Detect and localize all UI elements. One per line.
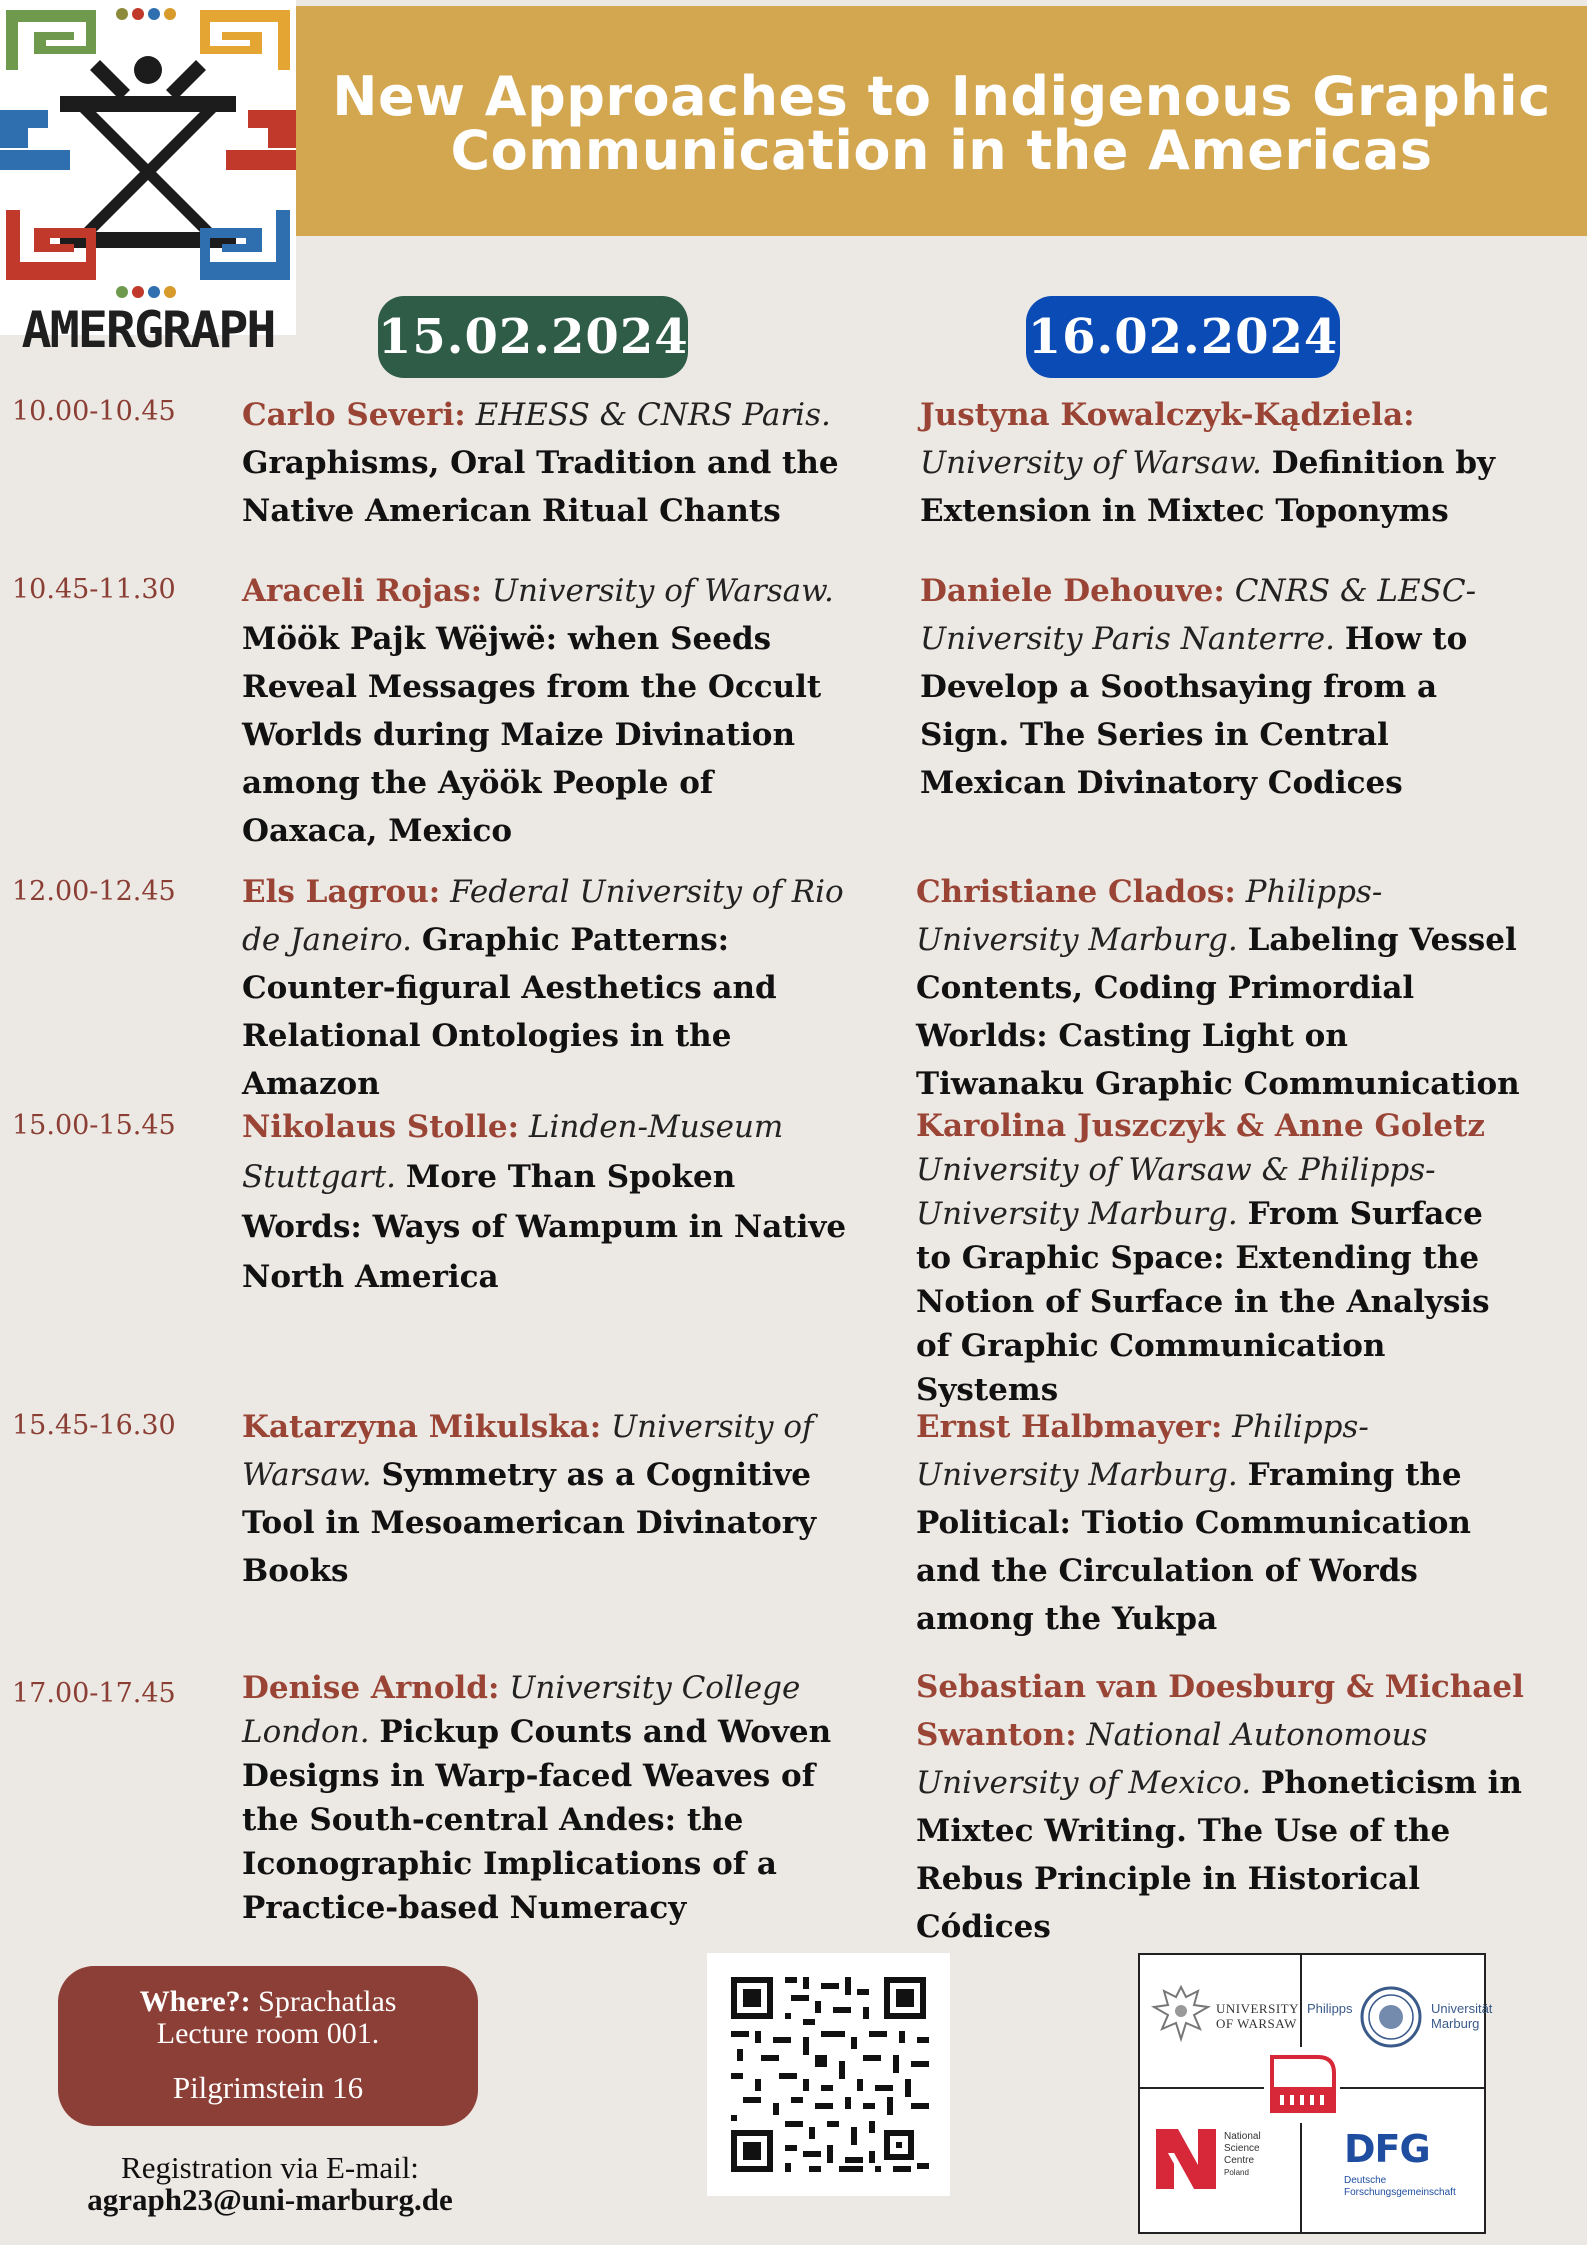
speaker-name: Ernst Halbmayer: (916, 1409, 1223, 1445)
speaker-affiliation: Philipps-University Marburg. (916, 1409, 1369, 1493)
speaker-name: Carlo Severi: (242, 397, 466, 433)
speaker-name: Daniele Dehouve: (920, 573, 1225, 609)
talk-entry (242, 391, 852, 535)
talk-title: More Than Spoken Words: Ways of Wampum in Native North America (242, 1159, 847, 1295)
talk-title: Symmetry as a Cognitive Tool in Mesoamerican Divinatory Books (242, 1457, 817, 1589)
speaker-name: Denise Arnold: (242, 1670, 500, 1706)
talk-title: From Surface to Graphic Space: Extending the Notion of Surface in the Analysis of Graphic Communication Systems (916, 1196, 1490, 1408)
talk-entry (916, 1104, 1526, 1412)
qr-code-icon (707, 1953, 950, 2196)
talk-entry (242, 1666, 852, 1930)
title-line-1: New Approaches to Indigenous Graphic (332, 65, 1551, 128)
marburg-seal-icon (1359, 1985, 1423, 2049)
date-day1: 15.02.2024 (378, 296, 688, 378)
where-label: Where?: (139, 1985, 251, 2018)
talk-entry (916, 1403, 1526, 1643)
time-slot: 15.45-16.30 (12, 1410, 176, 1441)
speaker-affiliation: Linden-Museum Stuttgart. (242, 1109, 784, 1195)
ncn-line4: Poland (1224, 2168, 1249, 2177)
talk-entry (916, 1663, 1526, 1951)
talk-title: Phoneticism in Mixtec Writing. The Use of the Rebus Principle in Historical Códices (916, 1765, 1522, 1945)
where-place: Sprachatlas (258, 1985, 397, 2018)
speaker-name: Araceli Rojas: (242, 573, 483, 609)
speaker-name: Sebastian van Doesburg & Michael Swanton: (916, 1669, 1524, 1753)
talk-entry (916, 868, 1526, 1108)
talk-title: Graphisms, Oral Tradition and the Native American Ritual Chants (242, 445, 839, 529)
speaker-affiliation: CNRS & LESC-University Paris Nanterre. (920, 573, 1477, 657)
talk-entry (920, 391, 1520, 535)
speaker-affiliation: University College London. (242, 1670, 801, 1750)
marburg-university-logo (1303, 1977, 1493, 2057)
dfg-mark: DFG (1344, 2127, 1430, 2171)
um-right2: Marburg (1431, 2016, 1480, 2031)
talk-entry (920, 567, 1520, 807)
talk-title: Graphic Patterns: Counter-figural Aesthetics and Relational Ontologies in the Amazon (242, 922, 777, 1102)
speaker-affiliation: University of Warsaw. (920, 445, 1262, 481)
speaker-name: Katarzyna Mikulska: (242, 1409, 602, 1445)
eagle-emblem-icon (1148, 1979, 1214, 2049)
venue-box (58, 1966, 478, 2126)
where-room: Lecture room 001. (156, 2017, 380, 2050)
uw-line2: OF WARSAW (1216, 2016, 1297, 2031)
amergraph-emblem-icon (0, 0, 296, 300)
speaker-affiliation: Federal University of Rio de Janeiro. (242, 874, 844, 958)
talk-title: Definition by Extension in Mixtec Toponyms (920, 445, 1496, 529)
speaker-affiliation: University of Warsaw. (242, 1409, 814, 1493)
piano-logo-icon (1264, 2047, 1340, 2123)
talk-title: Labeling Vessel Contents, Coding Primordial Worlds: Casting Light on Tiwanaku Graphic Communication (916, 922, 1520, 1102)
registration-email[interactable]: agraph23@uni-marburg.de (87, 2182, 453, 2217)
where-address: Pilgrimstein 16 (172, 2070, 364, 2105)
speaker-name: Karolina Juszczyk & Anne Goletz (916, 1108, 1486, 1144)
dfg-sub1: Deutsche (1344, 2175, 1387, 2186)
talk-title: Möök Pajk Wëjwë: when Seeds Reveal Messages from the Occult Worlds during Maize Divination among the Ayöök People of Oaxaca, Mexico (242, 621, 822, 849)
time-slot: 15.00-15.45 (12, 1110, 176, 1141)
speaker-name: Els Lagrou: (242, 874, 441, 910)
logo-text: AMERGRAPH (21, 301, 275, 359)
ncn-line1: National (1224, 2131, 1261, 2142)
ncn-line2: Science (1224, 2143, 1260, 2154)
uw-line1: UNIVERSITY (1216, 2001, 1299, 2016)
speaker-affiliation: National Autonomous University of Mexico. (916, 1717, 1428, 1801)
speaker-name: Christiane Clados: (916, 874, 1236, 910)
date-day2: 16.02.2024 (1026, 296, 1340, 378)
time-slot: 12.00-12.45 (12, 876, 176, 907)
speaker-affiliation: Philipps-University Marburg. (916, 874, 1383, 958)
page-title (296, 65, 1587, 182)
um-right1: Universität (1431, 2001, 1493, 2016)
qr-code[interactable] (707, 1953, 950, 2196)
time-slot: 10.00-10.45 (12, 396, 176, 427)
talk-title: Pickup Counts and Woven Designs in Warp-faced Weaves of the South-central Andes: the Iconographic Implications of a Practice-based Numeracy (242, 1714, 832, 1926)
speaker-affiliation: University of Warsaw & Philipps-University Marburg. (916, 1152, 1436, 1232)
speaker-name: Justyna Kowalczyk-Kądziela: (920, 397, 1415, 433)
amergraph-logo (0, 0, 296, 359)
ncn-mark-icon (1154, 2125, 1218, 2191)
speaker-affiliation: EHESS & CNRS Paris. (475, 397, 831, 433)
time-slot: 17.00-17.45 (12, 1678, 176, 1709)
talk-title: Framing the Political: Tiotio Communication and the Circulation of Words among the Yukpa (916, 1457, 1471, 1637)
dfg-sub2: Forschungsgemeinschaft (1344, 2187, 1456, 2198)
talk-entry (242, 868, 852, 1108)
um-left: Philipps (1307, 2001, 1353, 2016)
title-line-2: Communication in the Americas (450, 119, 1433, 182)
talk-entry (242, 567, 852, 855)
dfg-logo (1336, 2125, 1476, 2205)
registration-info (40, 2152, 500, 2216)
national-science-centre-logo (1154, 2125, 1294, 2205)
university-of-warsaw-logo (1144, 1977, 1298, 2057)
talk-title: How to Develop a Soothsaying from a Sign. The Series in Central Mexican Divinatory Codices (920, 621, 1468, 801)
ncn-line3: Centre (1224, 2155, 1255, 2166)
partner-logos (1138, 1953, 1493, 2234)
talk-entry (242, 1102, 852, 1302)
talk-entry (242, 1403, 852, 1595)
registration-label: Registration via E-mail: (121, 2150, 419, 2185)
time-slot: 10.45-11.30 (12, 574, 176, 605)
speaker-name: Nikolaus Stolle: (242, 1109, 520, 1145)
speaker-affiliation: University of Warsaw. (491, 573, 834, 609)
